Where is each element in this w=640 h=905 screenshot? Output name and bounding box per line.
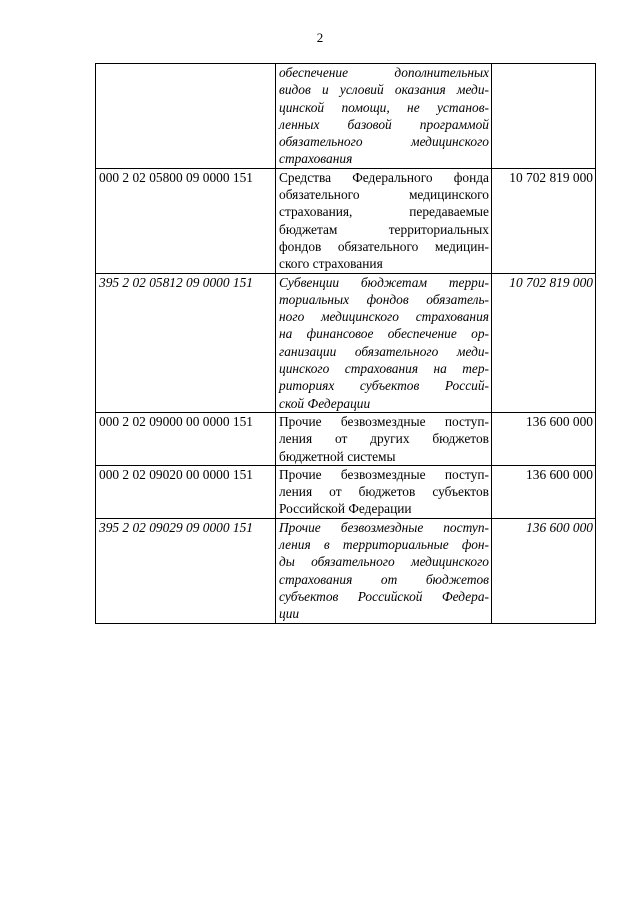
revenue-name-line: Прочие безвозмездные поступ- — [279, 413, 489, 429]
revenue-name-line: ного медицинского страхования — [279, 309, 489, 325]
revenue-name-line: ления в территориальные фон- — [279, 537, 489, 553]
revenue-name-line: на финансовое обеспечение ор- — [279, 326, 489, 342]
revenue-code-cell — [96, 64, 276, 169]
revenue-name-cell — [276, 412, 492, 465]
revenue-name-line: ского страхования — [279, 256, 383, 272]
revenue-name-line: ления от бюджетов субъектов — [279, 484, 489, 500]
amount-cell: 10 702 819 000 — [492, 273, 596, 412]
revenue-name-line: бюджетам территориальных — [279, 221, 489, 237]
revenue-name-line: Прочие безвозмездные поступ- — [279, 466, 489, 482]
revenue-name-line: ской Федерации — [279, 395, 371, 411]
revenue-code-cell: 000 2 02 09000 00 0000 151 — [96, 412, 276, 465]
revenue-name-cell — [276, 518, 492, 623]
revenue-name-cell — [276, 273, 492, 412]
table-row — [96, 168, 596, 273]
revenue-name-line: ленных базовой программой — [279, 116, 489, 132]
revenue-name-line: обязательного медицинского — [279, 187, 489, 203]
revenue-name-line: страхования — [279, 151, 353, 167]
page-number: 2 — [316, 30, 324, 45]
amount-cell: 136 600 000 — [492, 412, 596, 465]
revenue-name-line: страхования, передаваемые — [279, 204, 489, 220]
revenue-name-line: обязательного медицинского — [279, 134, 489, 150]
revenue-name-line: цинской помощи, не установ- — [279, 99, 489, 115]
revenue-name-line: ления от других бюджетов — [279, 431, 489, 447]
revenue-name-line: риториях субъектов Россий- — [279, 378, 489, 394]
revenue-name-cell — [276, 465, 492, 518]
revenue-code-cell: 000 2 02 09020 00 0000 151 — [96, 465, 276, 518]
revenue-code-cell: 395 2 02 09029 09 0000 151 — [96, 518, 276, 623]
amount-cell — [492, 64, 596, 169]
table-row — [96, 412, 596, 465]
revenue-name-cell — [276, 64, 492, 169]
table-body — [96, 64, 596, 624]
amount-cell: 136 600 000 — [492, 518, 596, 623]
revenue-name-line: субъектов Российской Федера- — [279, 588, 489, 604]
table-row — [96, 518, 596, 623]
revenue-name-line: бюджетной системы — [279, 448, 396, 464]
table-row — [96, 465, 596, 518]
revenue-name-line: Российской Федерации — [279, 501, 412, 517]
revenue-name-line: Средства Федерального фонда — [279, 169, 489, 185]
revenue-name-line: ды обязательного медицинского — [279, 554, 489, 570]
revenue-code-cell: 395 2 02 05812 09 0000 151 — [96, 273, 276, 412]
revenue-name-line: обеспечение дополнительных — [279, 65, 489, 80]
amount-cell: 10 702 819 000 — [492, 168, 596, 273]
revenue-name-line: Субвенции бюджетам терри- — [279, 274, 489, 290]
revenue-name-line: видов и условий оказания меди- — [279, 82, 489, 98]
revenue-name-line: ториальных фондов обязатель- — [279, 291, 489, 307]
revenue-name-line: Прочие безвозмездные поступ- — [279, 519, 489, 535]
revenue-code-cell: 000 2 02 05800 09 0000 151 — [96, 168, 276, 273]
budget-revenue-table — [95, 63, 596, 624]
revenue-name-cell — [276, 168, 492, 273]
revenue-name-line: цинского страхования на тер- — [279, 361, 489, 377]
revenue-name-line: страхования от бюджетов — [279, 571, 489, 587]
table-row — [96, 273, 596, 412]
table-row — [96, 64, 596, 169]
amount-cell: 136 600 000 — [492, 465, 596, 518]
revenue-name-line: ции — [279, 606, 300, 622]
revenue-name-line: ганизации обязательного меди- — [279, 343, 489, 359]
revenue-name-line: фондов обязательного медицин- — [279, 238, 489, 254]
